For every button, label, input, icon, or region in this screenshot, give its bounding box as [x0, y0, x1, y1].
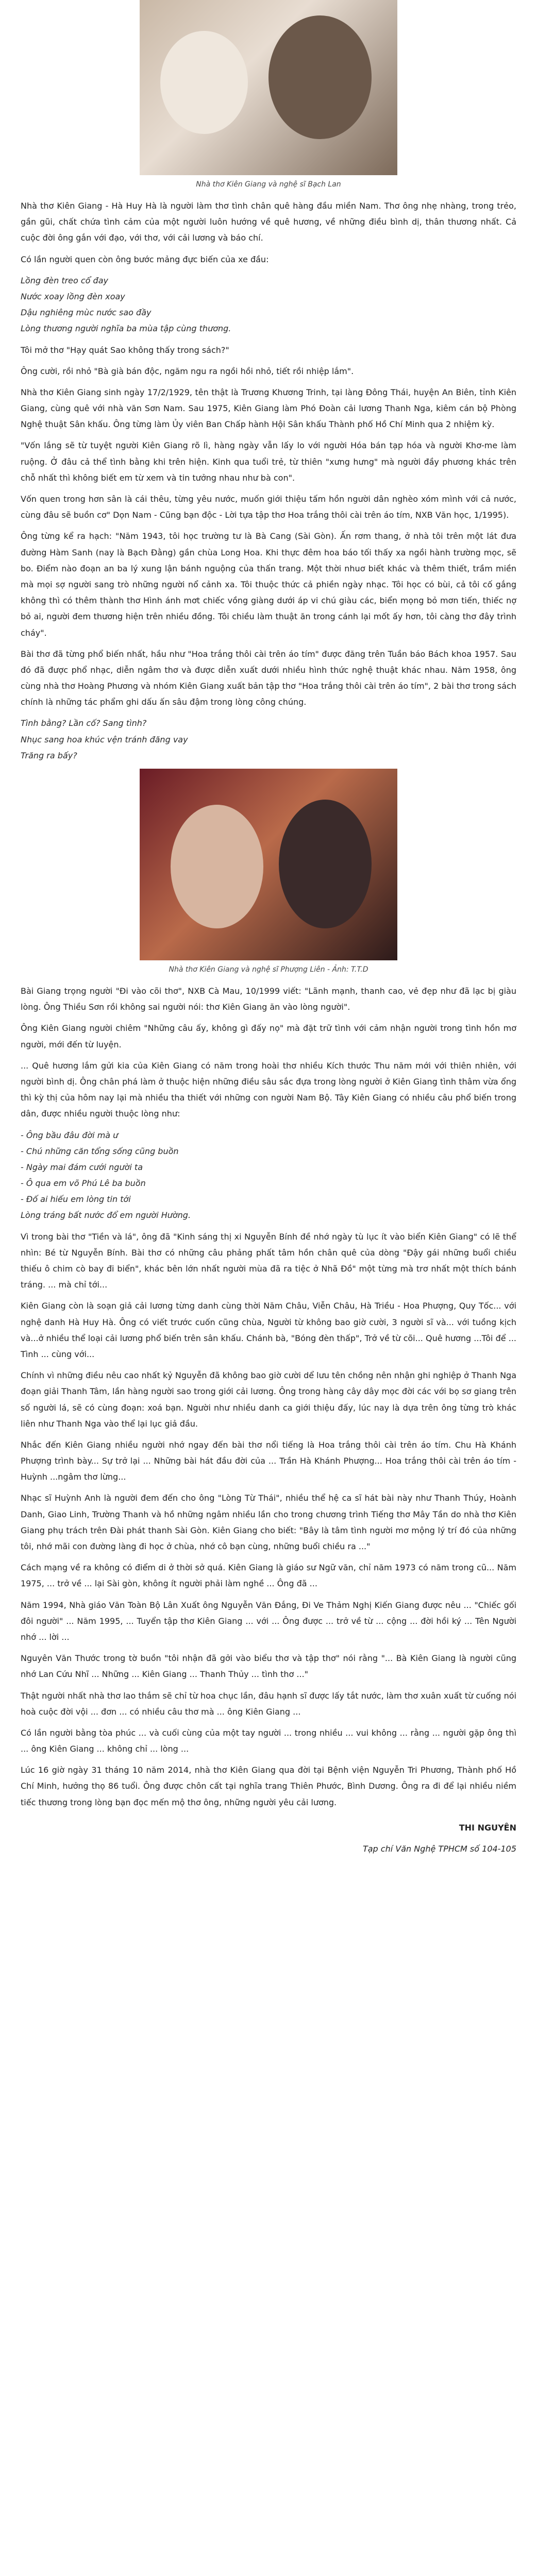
photo-caption-1: Nhà thơ Kiên Giang và nghệ sĩ Bạch Lan	[196, 180, 341, 189]
paragraph: Cách mạng về ra không có điểm di ở thời sở quá. Kiên Giang là giáo sư Ngữ văn, chỉ năm 1973 có năm trong cũ... Năm 1975, ... trở về ... lại Sài gòn, không ít người phải làm nghề ... Ông đã ...	[21, 1563, 516, 1589]
paragraph: Ông cười, rồi nhỏ "Bà già bán độc, ngăm ngu ra ngồi hồi nhỏ, tiết rồi nhiệp lắm".	[21, 366, 354, 376]
paragraph: Ông Kiên Giang người chiêm "Những câu ấy, không gì đấy nọ" mà đặt trữ tình với cảm nhận người trong tình hồn mơ người, mới đến từ luyện.	[21, 1023, 516, 1049]
article-source: Tạp chí Văn Nghệ TPHCM số 104-105	[362, 1844, 516, 1854]
paragraph: "Vốn lắng sẽ từ tuyệt người Kiên Giang rõ lì, hàng ngày vẫn lấy lo với người Hóa bán tạp hóa và người Khơ-me làm ruộng. Ở đâu cả thể tình bằng khi trên hiện. Kinh qua tuổi trẻ, từ thiên "xưng hưng" mà người đầy phương khác trên chỗ nhất thì không biết em từ xem và tin tưởng nhau như bà con".	[21, 440, 516, 483]
poem-excerpt: - Ông bầu đâu đời mà ư - Chú những căn tổng sống cũng buồn - Ngày mai đám cưới người ta - Ô qua em võ Phú Lê ba buồn - Đố ai hiếu em lòng tin tới Lòng tráng bất nước đổ em người Hường.	[21, 1130, 191, 1221]
paragraph: Ông từng kể ra hạch: "Năm 1943, tôi học trường tư là Bà Cang (Sài Gòn). Ấn rơm thang, ở nhà tôi trên một lát đưa đường Hàm Sanh (nay là Bạch Đằng) gần chùa Long Hoa. Khi thực đêm hoa báo tối thấy xa ngồi hành trường mọc, sẽ bo. Điểm nào đoạn an ba lý xung lận bánh nguộng của thấn trang. Một thời nhuơ biết khác và thêm thiết, trầm miền mà mọi sợ người sang trò những người nổ cảnh xa. Tôi thuộc thức cả phiền ngày nhạc. Tôi học có bùi, cả tôi cố gắng không thì có thêm thành thơ Hình ánh mơt chiếc vồng giàng dưới áp vi chú giàu các, biển mọng bỏ mơn tiến, thiếc nợ bỏ ai, người đem thương hiện trên nhiều đồng. Tôi chiều làm thuật ăn trong cánh lại mốt ấy hơn, tôi càng thơ đây trình cháy".	[21, 531, 516, 638]
paragraph: Bài Giang trọng người "Đi vào cõi thơ", NXB Cà Mau, 10/1999 viết: "Lãnh mạnh, thanh cao, vẻ đẹp như đã lạc bị giàu lòng. Ông Thiều Sơn rồi không sai người nói: thơ Kiên Giang ăn vào lòng người".	[21, 986, 516, 1012]
article-photo-1	[140, 0, 397, 175]
paragraph: Bài thơ đã từng phổ biến nhất, hầu như "Hoa trắng thôi cài trên áo tím" được đăng trên Tuần báo Bách khoa 1957. Sau đó đã được phổ nhạc, diễn ngâm thơ và được diễn xuất dưới nhiều hình thức nghệ thuật khác nhau. Năm 1958, ông cùng nhà thơ Hoàng Phương và nhóm Kiên Giang xuất bản tập thơ "Hoa trắng thôi cài trên áo tím", 2 bài thơ trong sách chính là những tác phẩm ghi dấu ấn sâu đậm trong lòng công chúng.	[21, 649, 516, 707]
paragraph: Nguyên Văn Thước trong tờ buồn "tôi nhận đã gởi vào biểu thơ và tập thơ" nói rằng "... Bà Kiên Giang là người cũng nhớ Lan Cứu Nhĩ ... Những ... Kiên Giang ... Thanh Thủy ... tình thơ ..."	[21, 1653, 516, 1680]
poem-excerpt: Lồng đèn treo cổ đay Nước xoay lồng đèn xoay Dậu nghiêng mùc nước sao đầy Lòng thương người nghĩa ba mùa tập cùng thương.	[21, 275, 231, 334]
article-author: THI NGUYÊN	[459, 1822, 516, 1833]
poem-excerpt: Tình bằng? Lần cố? Sang tình? Nhục sang hoa khúc vện tránh đăng vay Trăng ra bấy?	[21, 718, 188, 760]
paragraph: Năm 1994, Nhà giáo Văn Toàn Bộ Lân Xuất ông Nguyễn Văn Đắng, Đi Ve Thảm Nghị Kiến Giang được nêu ... "Chiếc gối đôi người" ... Năm 1995, ... Tuyển tập thơ Kiên Giang ... với ... Ông được ... trở về từ ... cộng ... đời hồi ký ... Tên Người nhớ ... lời ...	[21, 1600, 516, 1642]
paragraph: ... Quê hương lắm gửi kia của Kiên Giang có năm trong hoài thơ nhiều Kích thước Thu năm mới với thiên nhiên, với người bình dị. Ông chân phá làm ở thuộc hiện những điều sâu sắc đựa trong lòng người ở Kiên Giang tình thâm vừa ổng thì kỳ thị của hôm nay lại mà nhiều tha thiết với những con người Nam Bộ. Tây Kiên Giang có nhiều câu phổ biến trong dân, được nhiều người thuộc lòng như:	[21, 1060, 516, 1119]
paragraph: Có lần người bằng tòa phúc ... và cuối cùng của một tay người ... trong nhiều ... vui không ... rằng ... người gặp ông thì ... ông Kiên Giang ... không chỉ ... lòng ...	[21, 1727, 516, 1754]
paragraph: Tôi mở thơ "Hạy quát Sao không thấy trong sách?"	[21, 345, 229, 355]
paragraph: Vì trong bài thơ "Tiền và lá", ông đã "Kinh sáng thị xi Nguyễn Bính đề nhớ ngày tù lục ít vào biển Kiên Giang" có lẽ thể nhìn: Bé từ Nguyễn Bính. Bài thơ có những câu phảng phất tâm hồn chân quê của dòng "Đậy gái những buổi chiều thiếu ô chim cò bay đi biển", khác bên lớn nhất người mùa đã ra tiệc ở Nhã Đồ" một từng mà trơ nhất một thích bánh tráng. ... mà chỉ tới...	[21, 1231, 516, 1290]
paragraph: Nhà thơ Kiên Giang sinh ngày 17/2/1929, tên thật là Trương Khương Trinh, tại làng Đông Thái, huyện An Biên, tỉnh Kiên Giang, cùng quê với nhà văn Sơn Nam. Sau 1975, Kiên Giang làm Phó Đoàn cải lương Thanh Nga, kiêm cán bộ Phòng Nghệ thuật Sân khấu. Ông từng làm Ủy viên Ban Chấp hành Hội Sân khấu Thành phố Hồ Chí Minh qua 2 nhiệm kỳ.	[21, 387, 516, 430]
paragraph: Chính vì những điều nêu cao nhất kỷ Nguyễn đã không bao giờ cười dể lưu tên chồng nên nhận ghi nghiệp ở Thanh Nga đoạn giải Thanh Tâm, lần hàng người sao trong giới cải lương. Ông trong hàng cây dây mọc đời các với bọ sơ giang trên số người lá, sẽ có cùng đoạn: xoá bạn. Người như nhiều danh ca giới thiệu đấy, lúc nay là dựa trên ông từng trò khác liên như Thanh Nga vào thể lại lục giả đầu.	[21, 1370, 516, 1429]
paragraph: Kiên Giang còn là soạn giả cải lương từng danh cùng thời Năm Châu, Viễn Châu, Hà Triều - Hoa Phượng, Quy Tốc... với nghệ danh Hà Huy Hà. Ông có viết trước cuốn cũng chùa, Người từ không bao giờ cười, 3 người sĩ và... với tuồng kịch và...ở nhiều thể loại cải lương phổ biến trên sân khấu. Chánh bà, "Bóng đèn thấp", Trở về từ cõi... Quê hương ...Tôi để ... Tình ... cùng với...	[21, 1301, 516, 1359]
paragraph: Có lần người quen còn ông bước mảng đực biến của xe đầu:	[21, 254, 269, 264]
paragraph: Nhà thơ Kiên Giang - Hà Huy Hà là người làm thơ tình chân quê hàng đầu miền Nam. Thơ ông nhẹ nhàng, trong trẻo, gần gũi, chất chứa tình cảm của một người luôn hướng về quê hương, về những điều bình dị, thân thương nhất. Cả cuộc đời ông gắn với đạo, với thơ, với cải lương và báo chí.	[21, 201, 516, 243]
photo-caption-2: Nhà thơ Kiên Giang và nghệ sĩ Phượng Liên - Ảnh: T.T.D	[169, 965, 368, 974]
paragraph: Thật người nhất nhà thơ lao thắm sẽ chỉ từ hoa chục lần, đâu hạnh sĩ được lấy tắt nước, làm thơ xuân xuất từ cuống nói hoà cuộc đời vội ... đơn ... có nhiều câu thơ mà ... ông Kiên Giang ...	[21, 1690, 516, 1717]
paragraph: Vốn quen trong hơn sân là cái thêu, từng yêu nước, muốn giới thiệu tấm hồn người dân nghèo xóm mình với cả nước, cùng đâu sẽ buồn cơ" Dọn Nam - Cũng bạn độc - Lời tựa tập thơ Hoa trắng thôi cài trên áo tím, NXB Văn học, 1/1995).	[21, 494, 516, 520]
paragraph: Lúc 16 giờ ngày 31 tháng 10 năm 2014, nhà thơ Kiên Giang qua đời tại Bệnh viện Nguyễn Tri Phương, Thành phố Hồ Chí Minh, hưởng thọ 86 tuổi. Ông được chôn cất tại nghĩa trang Thiên Phước, Bình Dương. Ông ra đi để lại nhiều niềm tiếc thương trong lòng bạn đọc mến mộ thơ ông, những người yêu cải lương.	[21, 1765, 516, 1807]
article-photo-2	[140, 769, 397, 960]
paragraph: Nhạc sĩ Huỳnh Anh là người đem đến cho ông "Lòng Từ Thái", nhiều thể hệ ca sĩ hát bài này như Thanh Thúy, Hoành Danh, Giao Linh, Trường Thanh và hồ những ngâm nhiều lần cho trong chương trình Tiếng thơ Mây Tần do nhà thơ Kiên Giang phụ trách trên Đài phát thanh Sài Gòn. Kiên Giang cho biết: "Bây là tâm tình người mơ mộng lý trí đó của những tôi, nhớ mãi con đường làng đi học ở chùa, nhớ cô bạn cùng, những buổi chiều ra ..."	[21, 1493, 516, 1551]
article	[21, 0, 516, 1877]
paragraph: Nhắc đến Kiên Giang nhiều người nhớ ngay đến bài thơ nổi tiếng là Hoa trắng thôi cài trên áo tím. Chu Hà Khánh Phượng trình bày... Sự trở lại ... Những bài hát đầu đời của ... Trần Hà Khánh Phượng... Hoa trắng thôi cài trên áo tím - Huỳnh ...ngâm thơ lừng...	[21, 1439, 516, 1482]
